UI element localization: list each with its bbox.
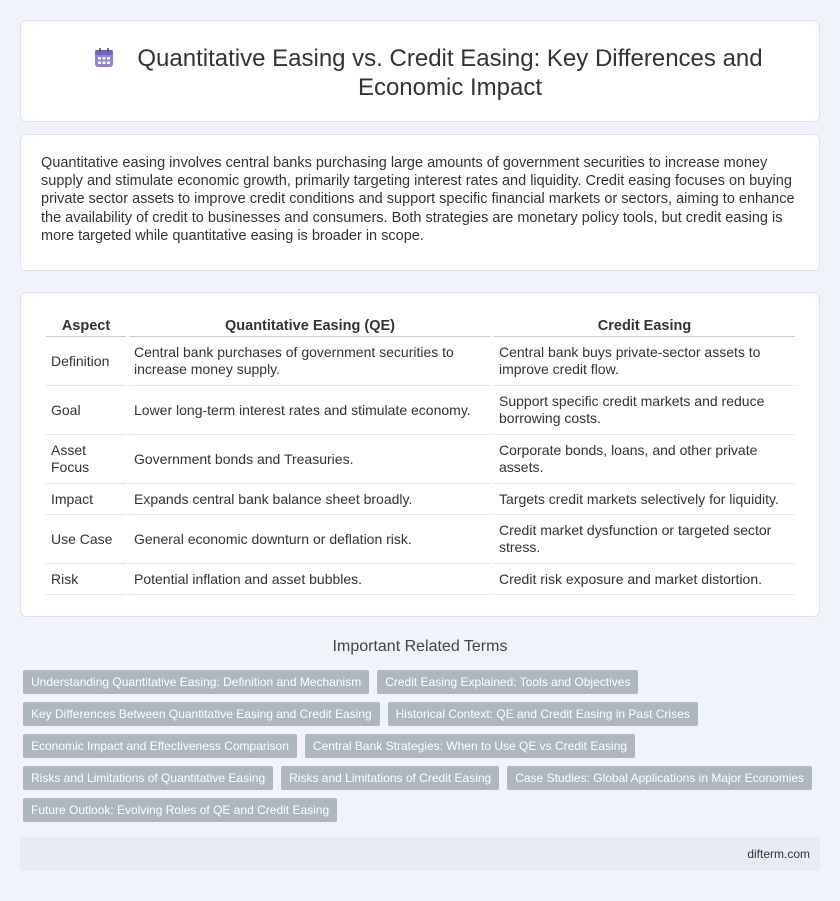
table-row [46,515,795,564]
related-term-tag[interactable]: Future Outlook: Evolving Roles of QE and Credit Easing [23,798,337,822]
cell-qe: Government bonds and Treasuries. [129,435,491,484]
related-term-tag[interactable]: Risks and Limitations of Quantitative Easing [23,766,273,790]
cell-credit: Support specific credit markets and reduce borrowing costs. [494,386,795,435]
cell-aspect: Asset Focus [46,435,126,484]
cell-aspect: Goal [46,386,126,435]
related-term-tag[interactable]: Risks and Limitations of Credit Easing [281,766,499,790]
cell-qe: Central bank purchases of government securities to increase money supply. [129,337,491,386]
header-qe: Quantitative Easing (QE) [129,315,491,337]
page-title: Quantitative Easing vs. Credit Easing: Key Differences and Economic Impact [137,45,763,101]
intro-card [20,134,820,271]
related-terms-list [23,670,823,830]
cell-credit: Targets credit markets selectively for liquidity. [494,484,795,515]
header-credit-easing: Credit Easing [494,315,795,337]
cell-aspect: Definition [46,337,126,386]
related-term-tag[interactable]: Credit Easing Explained: Tools and Objectives [377,670,638,694]
cell-credit: Credit risk exposure and market distortion. [494,564,795,595]
header-aspect: Aspect [46,315,126,337]
table-row [46,484,795,515]
related-term-tag[interactable]: Understanding Quantitative Easing: Definition and Mechanism [23,670,369,694]
comparison-table [43,315,798,595]
cell-qe: Expands central bank balance sheet broadly. [129,484,491,515]
cell-credit: Corporate bonds, loans, and other private assets. [494,435,795,484]
cell-credit: Credit market dysfunction or targeted sector stress. [494,515,795,564]
related-term-tag[interactable]: Historical Context: QE and Credit Easing in Past Crises [388,702,698,726]
cell-aspect: Risk [46,564,126,595]
related-terms-title: Important Related Terms [332,638,508,655]
table-header-row [46,315,795,337]
table-row [46,337,795,386]
cell-aspect: Impact [46,484,126,515]
related-term-tag[interactable]: Case Studies: Global Applications in Major Economies [507,766,812,790]
related-term-tag[interactable]: Key Differences Between Quantitative Easing and Credit Easing [23,702,380,726]
cell-aspect: Use Case [46,515,126,564]
footer [20,837,820,871]
cell-credit: Central bank buys private-sector assets to improve credit flow. [494,337,795,386]
related-term-tag[interactable]: Central Bank Strategies: When to Use QE vs Credit Easing [305,734,635,758]
intro-paragraph: Quantitative easing involves central banks purchasing large amounts of government securities to increase money supply and stimulate economic growth, primarily targeting interest rates and liquidity. Credit easing focuses on buying private sector assets to improve credit conditions and support specific financial markets or sectors, aiming to enhance the availability of credit to businesses and consumers. Both strategies are monetary policy tools, but credit easing is more targeted while quantitative easing is broader in scope. [41,155,795,244]
cell-qe: Lower long-term interest rates and stimulate economy. [129,386,491,435]
table-row [46,564,795,595]
table-row [46,386,795,435]
cell-qe: General economic downturn or deflation risk. [129,515,491,564]
footer-site-link[interactable]: difterm.com [747,847,810,861]
cell-qe: Potential inflation and asset bubbles. [129,564,491,595]
table-row [46,435,795,484]
related-term-tag[interactable]: Economic Impact and Effectiveness Comparison [23,734,297,758]
comparison-table-card [20,292,820,617]
header-card [20,20,820,122]
